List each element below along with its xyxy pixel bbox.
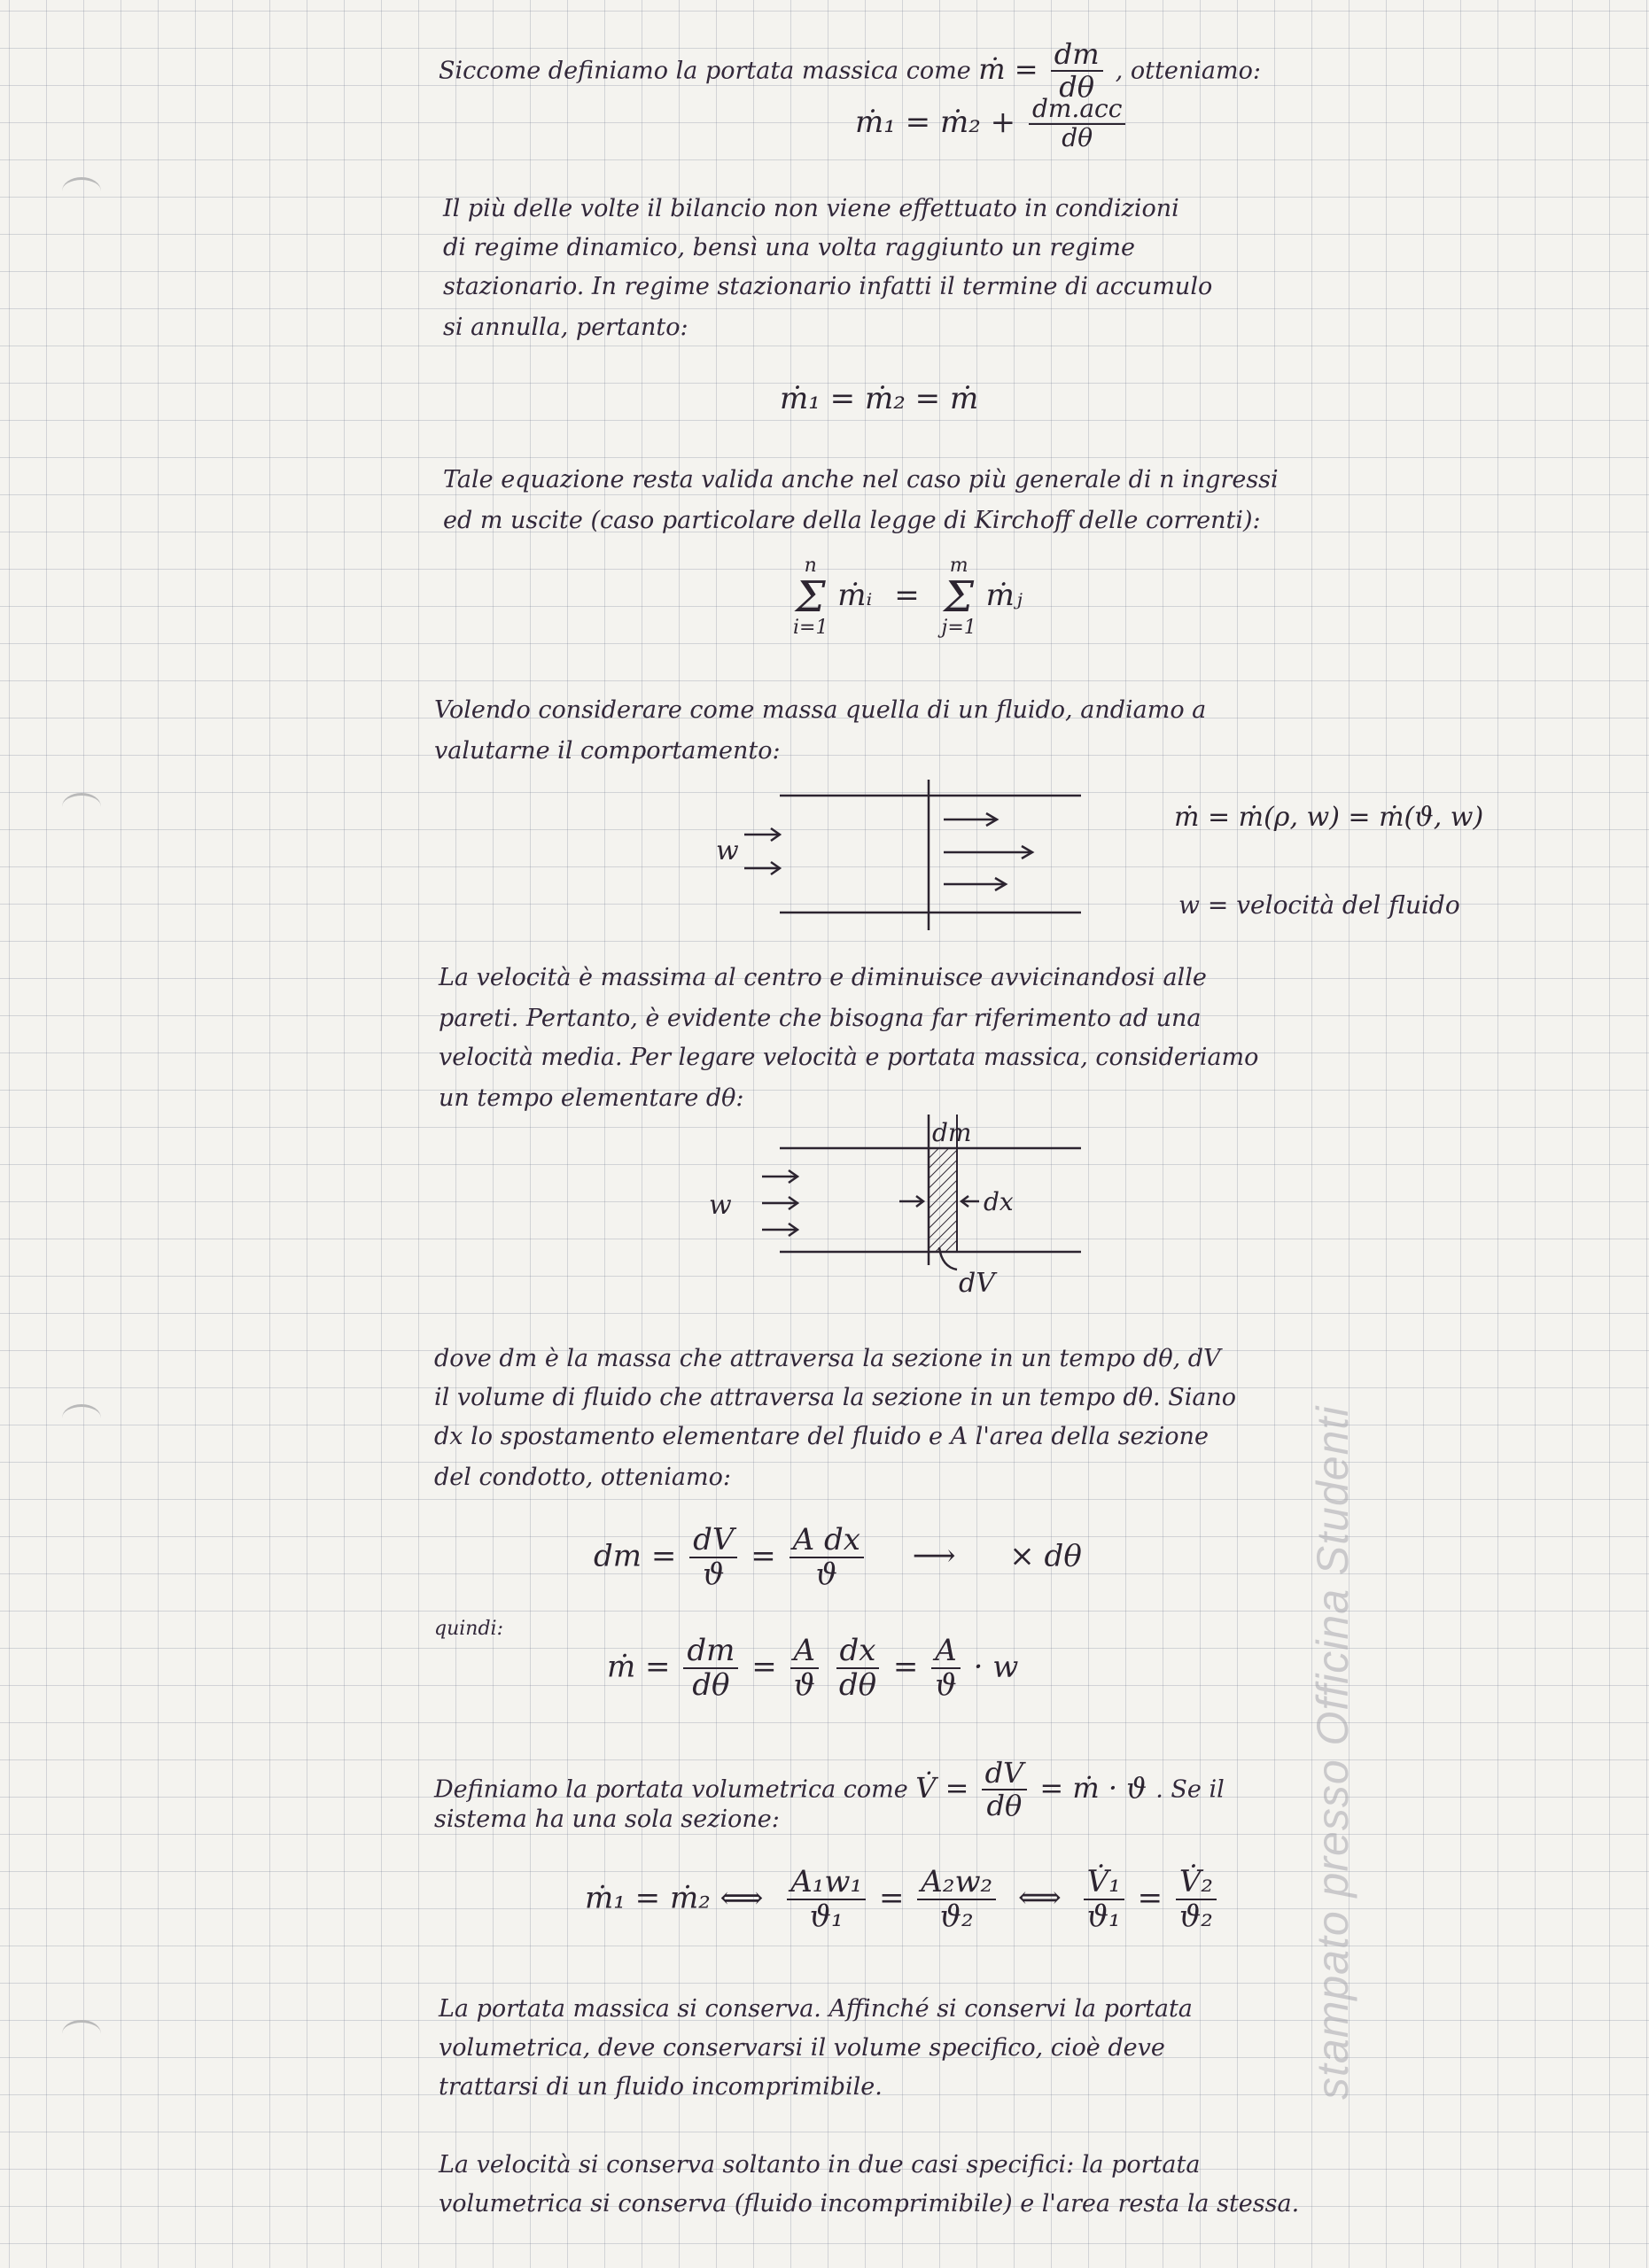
pipe-flow-diagram — [691, 780, 1099, 939]
equation-fluid-relation: ṁ = ṁ(ρ, w) = ṁ(ϑ, w) — [1174, 802, 1484, 833]
text-line: si annulla, pertanto: — [443, 314, 688, 341]
dx-label: dx — [984, 1187, 1014, 1216]
dm-label: dm — [932, 1118, 972, 1147]
text-line: dove dm è la massa che attraversa la sezione in un tempo dθ, dV — [434, 1345, 1221, 1372]
dv-label: dV — [959, 1268, 995, 1299]
text-line: trattarsi di un fluido incomprimibile. — [439, 2073, 883, 2101]
text-line: di regime dinamico, bensì una volta raggiunto un regime — [443, 234, 1135, 261]
text-line: Siccome definiamo la portata massica come ṁ = $\frac{dm}{d\theta}$ , otteniamo: — [439, 37, 1261, 105]
text-line: w = velocità del fluido — [1178, 890, 1460, 920]
text-line: il volume di fluido che attraversa la sezione in un tempo dθ. Siano — [434, 1384, 1237, 1411]
text-line: La portata massica si conserva. Affinché si conservi la portata — [439, 1995, 1193, 2023]
text-line: Definiamo la portata volumetrica come V̇ = $\frac{dV}{d\theta}$ = ṁ · ϑ . Se il — [434, 1756, 1225, 1823]
text-line: Volendo considerare come massa quella di un fluido, andiamo a — [434, 696, 1207, 724]
equation-sum: n Σ i=1 ṁᵢ = m Σ j=1 ṁⱼ — [793, 555, 1023, 639]
text-line: un tempo elementare dθ: — [439, 1084, 744, 1112]
equation-mdot: ṁ = $\frac{dm}{d\theta}$ = $\frac{A}{ϑ}$ $\frac{dx}{d\theta}$ = $\frac{A}{ϑ}$ · w — [607, 1633, 1019, 1704]
equation-steady: ṁ₁ = ṁ₂ = ṁ — [780, 381, 979, 416]
text-line: Il più delle volte il bilancio non viene effettuato in condizioni — [443, 195, 1179, 222]
text-line: La velocità si conserva soltanto in due casi specifici: la portata — [439, 2151, 1201, 2179]
text-line: volumetrica, deve conservarsi il volume specifico, cioè deve — [439, 2034, 1165, 2062]
text-line: dx lo spostamento elementare del fluido e A l'area della sezione — [434, 1423, 1209, 1450]
text-line: del condotto, otteniamo: — [434, 1464, 731, 1491]
binder-hole — [62, 177, 101, 205]
velocity-label: w — [716, 835, 739, 866]
equation-conservation: ṁ₁ = ṁ₂ ⟺ $\frac{\text{A₁w₁}}{\text{ϑ₁}}$ = $\frac{\text{A₂w₂}}{\text{ϑ₂}}$ ⟺ $\frac{\text{V̇₁}}{\text{ϑ₁}}$ = $\frac{\text{V̇₂}}{\text{ϑ₂}}$ — [585, 1866, 1220, 1934]
velocity-label: w — [709, 1190, 732, 1221]
text-line: ed m uscite (caso particolare della legge di Kirchoff delle correnti): — [443, 507, 1261, 534]
text-line: La velocità è massima al centro e diminuisce avvicinandosi alle — [439, 964, 1207, 991]
text-line: volumetrica si conserva (fluido incomprimibile) e l'area resta la stessa. — [439, 2190, 1300, 2218]
text-line: pareti. Pertanto, è evidente che bisogna far riferimento ad una — [439, 1005, 1202, 1032]
text-line: Tale equazione resta valida anche nel caso più generale di n ingressi — [443, 466, 1279, 493]
hatched-slice — [929, 1148, 957, 1252]
binder-hole — [62, 2020, 101, 2047]
equation-dm: dm = $\frac{dV}{ϑ}$ = $\frac{\text{A dx}}{ϑ}$ ⟶ × dθ — [594, 1522, 1082, 1593]
text-line: velocità media. Per legare velocità e portata massica, consideriamo — [439, 1044, 1259, 1071]
text-line: stazionario. In regime stazionario infatti il termine di accumulo — [443, 273, 1213, 300]
text-line: valutarne il comportamento: — [434, 737, 781, 765]
watermark: stampato presso Officina Studenti — [1308, 1405, 1357, 2100]
text-line: quindi: — [434, 1618, 503, 1640]
elementary-slice-diagram — [691, 1115, 1099, 1301]
equation-balance: ṁ₁ = ṁ₂ + $\frac{\text{dm.acc}}{d\theta}$ — [855, 96, 1129, 152]
text-line: sistema ha una sola sezione: — [434, 1806, 780, 1833]
binder-hole — [62, 793, 101, 820]
binder-hole — [62, 1404, 101, 1432]
